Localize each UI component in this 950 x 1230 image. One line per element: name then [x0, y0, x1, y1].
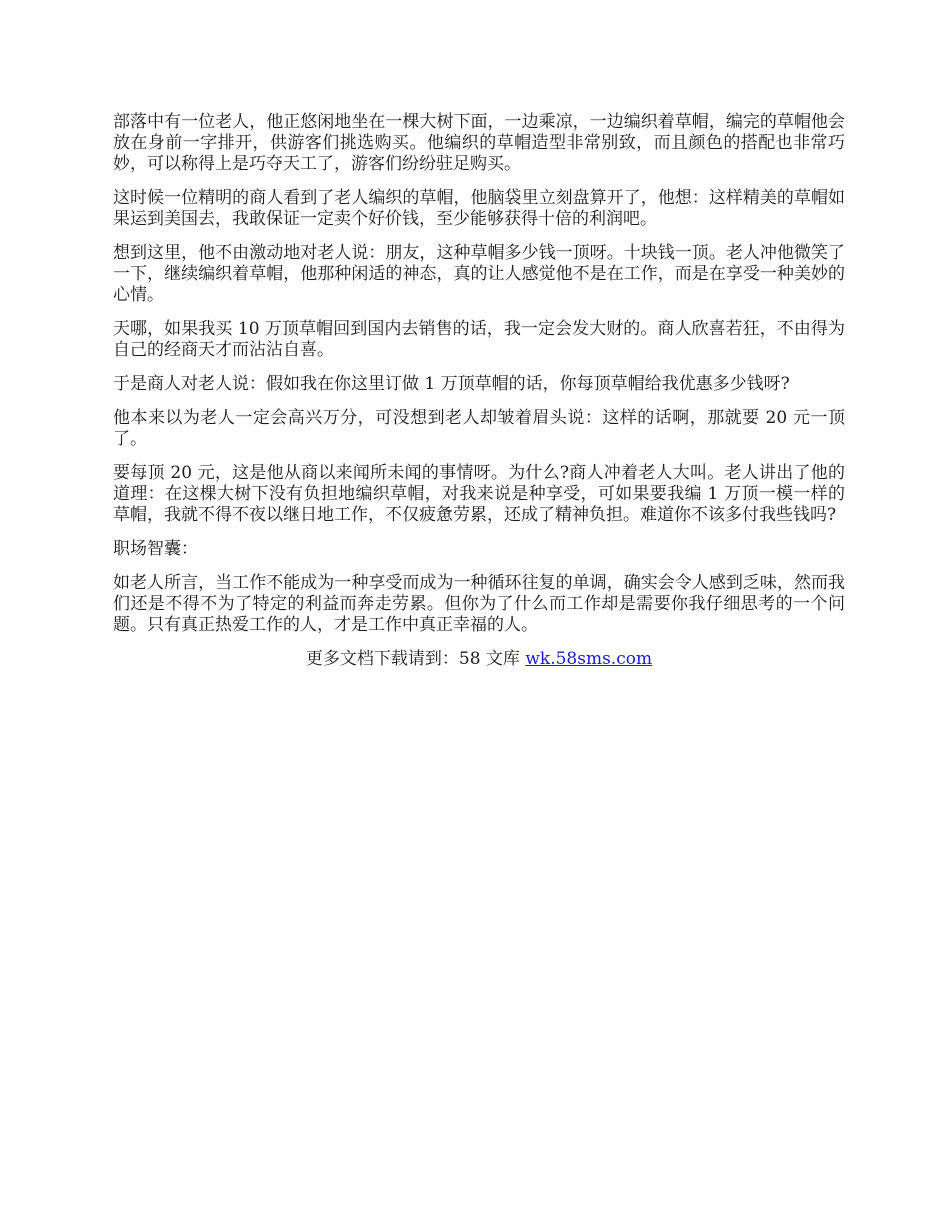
paragraph-4: 天哪，如果我买 10 万顶草帽回到国内去销售的话，我一定会发大财的。商人欣喜若狂，不由得为自己的经商天才而沾沾自喜。 [113, 319, 845, 360]
paragraph-6: 他本来以为老人一定会高兴万分，可没想到老人却皱着眉头说：这样的话啊，那就要 20 元一顶了。 [113, 408, 845, 449]
paragraph-7: 要每顶 20 元，这是他从商以来闻所未闻的事情呀。为什么?商人冲着老人大叫。老人讲出了他的道理：在这棵大树下没有负担地编织草帽，对我来说是种享受，可如果要我编 1 万顶一模一样的草帽，我就不得不夜以继日地工作，不仅疲惫劳累，还成了精神负担。难道你不该多付我些钱吗? [113, 463, 845, 525]
footer-download-note [113, 649, 845, 670]
paragraph-8: 如老人所言，当工作不能成为一种享受而成为一种循环往复的单调，确实会令人感到乏味，然而我们还是不得不为了特定的利益而奔走劳累。但你为了什么而工作却是需要你我仔细思考的一个问题。只有真正热爱工作的人，才是工作中真正幸福的人。 [113, 573, 845, 635]
footer-prefix: 更多文档下载请到：58 文库 [305, 649, 526, 669]
paragraph-3: 想到这里，他不由激动地对老人说：朋友，这种草帽多少钱一顶呀。十块钱一顶。老人冲他微笑了一下，继续编织着草帽，他那种闲适的神态，真的让人感觉他不是在工作，而是在享受一种美妙的心情。 [113, 243, 845, 305]
footer-link[interactable]: wk.58sms.com [525, 649, 653, 669]
document-body [113, 112, 845, 670]
section-heading: 职场智囊： [113, 539, 198, 559]
paragraph-1: 部落中有一位老人，他正悠闲地坐在一棵大树下面，一边乘凉，一边编织着草帽，编完的草帽他会放在身前一字排开，供游客们挑选购买。他编织的草帽造型非常别致，而且颜色的搭配也非常巧妙，可以称得上是巧夺天工了，游客们纷纷驻足购买。 [113, 112, 845, 174]
paragraph-2: 这时候一位精明的商人看到了老人编织的草帽，他脑袋里立刻盘算开了，他想：这样精美的草帽如果运到美国去，我敢保证一定卖个好价钱，至少能够获得十倍的利润吧。 [113, 188, 845, 229]
paragraph-5: 于是商人对老人说：假如我在你这里订做 1 万顶草帽的话，你每顶草帽给我优惠多少钱呀? [113, 374, 790, 394]
